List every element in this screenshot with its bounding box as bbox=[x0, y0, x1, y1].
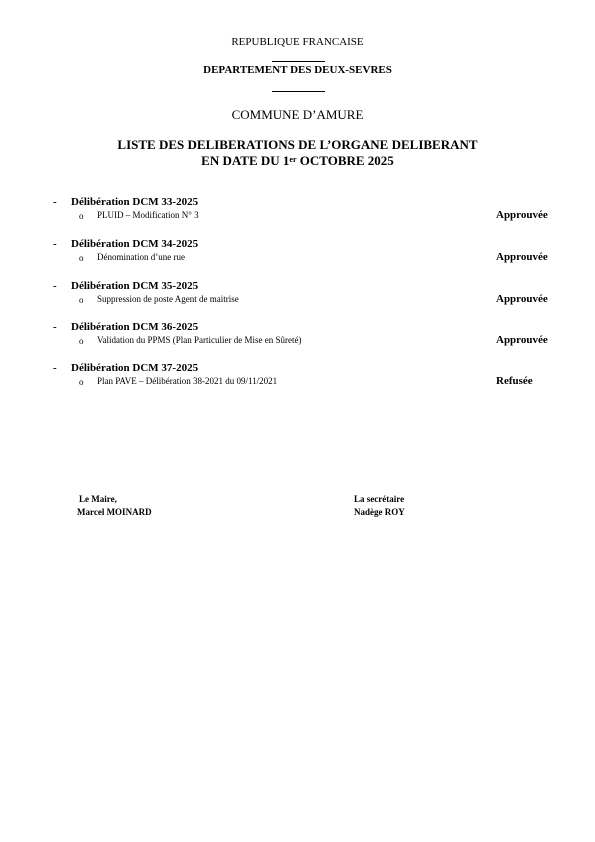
deliberation-status: Refusée bbox=[496, 375, 533, 387]
deliberation-item bbox=[0, 321, 595, 357]
deliberation-subject: Validation du PPMS (Plan Particulier de Mise en Sûreté) bbox=[97, 335, 302, 345]
dash-marker: - bbox=[53, 238, 57, 250]
signature-secretaire bbox=[354, 493, 405, 519]
title-line-2-sup: er bbox=[289, 155, 297, 164]
bullet-marker: o bbox=[79, 295, 84, 305]
deliberation-subject: Plan PAVE – Délibération 38-2021 du 09/11/2021 bbox=[97, 376, 278, 386]
deliberation-status: Approuvée bbox=[496, 293, 548, 305]
title-line-2-suffix: OCTOBRE 2025 bbox=[296, 153, 394, 168]
signature-maire bbox=[77, 493, 152, 519]
signature-role: Le Maire, bbox=[79, 494, 117, 504]
deliberation-title: Délibération DCM 33-2025 bbox=[71, 196, 199, 208]
deliberation-title: Délibération DCM 37-2025 bbox=[71, 362, 199, 374]
deliberation-title: Délibération DCM 35-2025 bbox=[71, 280, 199, 292]
deliberation-subject: Suppression de poste Agent de maitrise bbox=[97, 294, 239, 304]
deliberation-item bbox=[0, 238, 595, 274]
separator-rule bbox=[272, 91, 325, 92]
bullet-marker: o bbox=[79, 253, 84, 263]
deliberation-status: Approuvée bbox=[496, 334, 548, 346]
dash-marker: - bbox=[53, 196, 57, 208]
bullet-marker: o bbox=[79, 377, 84, 387]
deliberation-status: Approuvée bbox=[496, 209, 548, 221]
dash-marker: - bbox=[53, 321, 57, 333]
dash-marker: - bbox=[53, 280, 57, 292]
bullet-marker: o bbox=[79, 336, 84, 346]
signature-name: Marcel MOINARD bbox=[77, 507, 152, 517]
republique-heading: REPUBLIQUE FRANCAISE bbox=[231, 36, 364, 48]
deliberation-status: Approuvée bbox=[496, 251, 548, 263]
deliberation-item bbox=[0, 196, 595, 232]
dash-marker: - bbox=[53, 362, 57, 374]
title-line-1: LISTE DES DELIBERATIONS DE L’ORGANE DELIBERANT bbox=[117, 137, 478, 152]
title-line-2-prefix: EN DATE DU 1 bbox=[201, 153, 290, 168]
bullet-marker: o bbox=[79, 211, 84, 221]
deliberation-item bbox=[0, 362, 595, 398]
departement-heading: DEPARTEMENT DES DEUX-SEVRES bbox=[203, 64, 392, 76]
deliberation-item bbox=[0, 280, 595, 316]
deliberation-title: Délibération DCM 34-2025 bbox=[71, 238, 199, 250]
document-title bbox=[0, 137, 595, 169]
separator-rule bbox=[272, 61, 325, 62]
deliberation-subject: PLUID – Modification N° 3 bbox=[97, 210, 199, 220]
deliberation-subject: Dénomination d’une rue bbox=[97, 252, 185, 262]
signature-role: La secrétaire bbox=[354, 494, 405, 504]
commune-heading: COMMUNE D’AMURE bbox=[231, 107, 364, 122]
signature-name: Nadège ROY bbox=[354, 507, 405, 517]
deliberation-title: Délibération DCM 36-2025 bbox=[71, 321, 199, 333]
title-line-2 bbox=[0, 153, 595, 169]
